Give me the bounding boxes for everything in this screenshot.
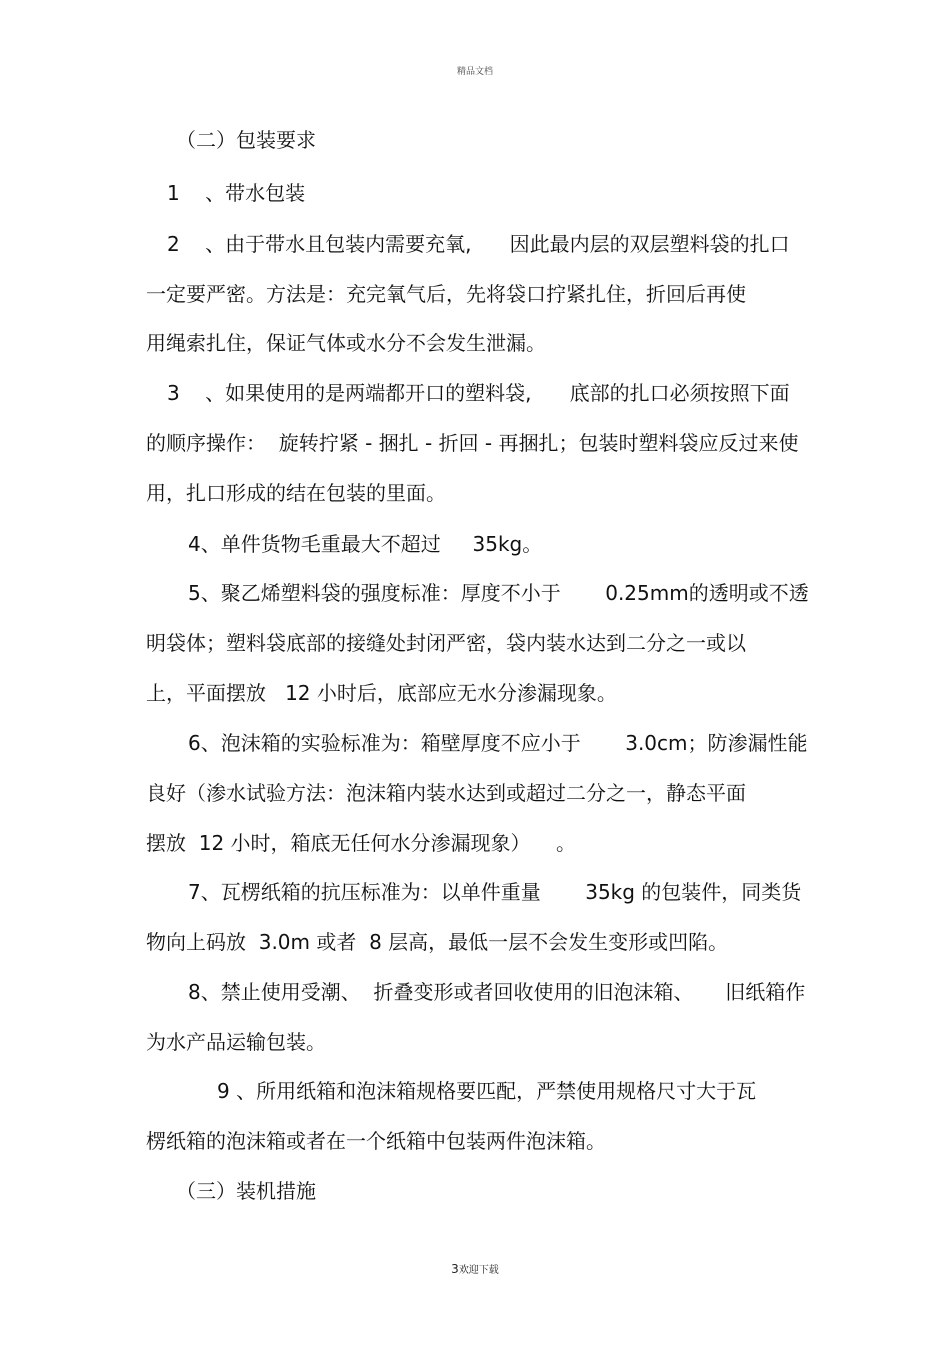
- footer-text: 欢迎下载: [458, 1265, 499, 1276]
- text-line: 一定要严密。方法是：充完氧气后，先将袋口拧紧扎住，折回后再使: [146, 282, 746, 306]
- text-line: 物向上码放 3.0m 或者 8 层高，最低一层不会发生变形或凹陷。: [146, 930, 729, 954]
- text-line: 用，扎口形成的结在包装的里面。: [146, 481, 446, 505]
- text-line: 7、瓦楞纸箱的抗压标准为：以单件重量 35kg 的包装件，同类货: [188, 880, 802, 904]
- page-footer: [0, 1261, 950, 1276]
- text-line: 上，平面摆放 12 小时后，底部应无水分渗漏现象。: [146, 681, 617, 705]
- text-line: 为水产品运输包装。: [146, 1030, 326, 1054]
- text-line: 9 、所用纸箱和泡沫箱规格要匹配，严禁使用规格尺寸大于瓦: [217, 1079, 757, 1103]
- text-line: 1 、带水包装: [167, 181, 306, 205]
- text-line: 4、单件货物毛重最大不超过 35kg。: [188, 532, 543, 556]
- text-line: 明袋体；塑料袋底部的接缝处封闭严密，袋内装水达到二分之一或以: [146, 631, 746, 655]
- text-line: （三）装机措施: [176, 1179, 316, 1203]
- text-line: 摆放 12 小时，箱底无任何水分渗漏现象） 。: [146, 831, 576, 855]
- text-line: 2 、由于带水且包装内需要充氧, 因此最内层的双层塑料袋的扎口: [167, 232, 790, 256]
- text-line: 良好（渗水试验方法：泡沫箱内装水达到或超过二分之一，静态平面: [146, 781, 746, 805]
- text-line: 楞纸箱的泡沫箱或者在一个纸箱中包装两件泡沫箱。: [146, 1129, 606, 1153]
- text-line: 的顺序操作： 旋转拧紧 - 捆扎 - 折回 - 再捆扎；包装时塑料袋应反过来使: [146, 431, 799, 455]
- text-line: 3 、如果使用的是两端都开口的塑料袋, 底部的扎口必须按照下面: [167, 381, 790, 405]
- page-number: 3: [451, 1262, 459, 1276]
- text-line: （二）包装要求: [176, 128, 316, 152]
- page-header: 精品文档: [456, 67, 493, 77]
- text-line: 8、禁止使用受潮、 折叠变形或者回收使用的旧泡沫箱、 旧纸箱作: [188, 980, 806, 1004]
- text-line: 6、泡沫箱的实验标准为：箱壁厚度不应小于 3.0cm；防渗漏性能: [188, 731, 808, 755]
- text-line: 5、聚乙烯塑料袋的强度标准：厚度不小于 0.25mm的透明或不透: [188, 581, 809, 605]
- text-line: 用绳索扎住，保证气体或水分不会发生泄漏。: [146, 331, 546, 355]
